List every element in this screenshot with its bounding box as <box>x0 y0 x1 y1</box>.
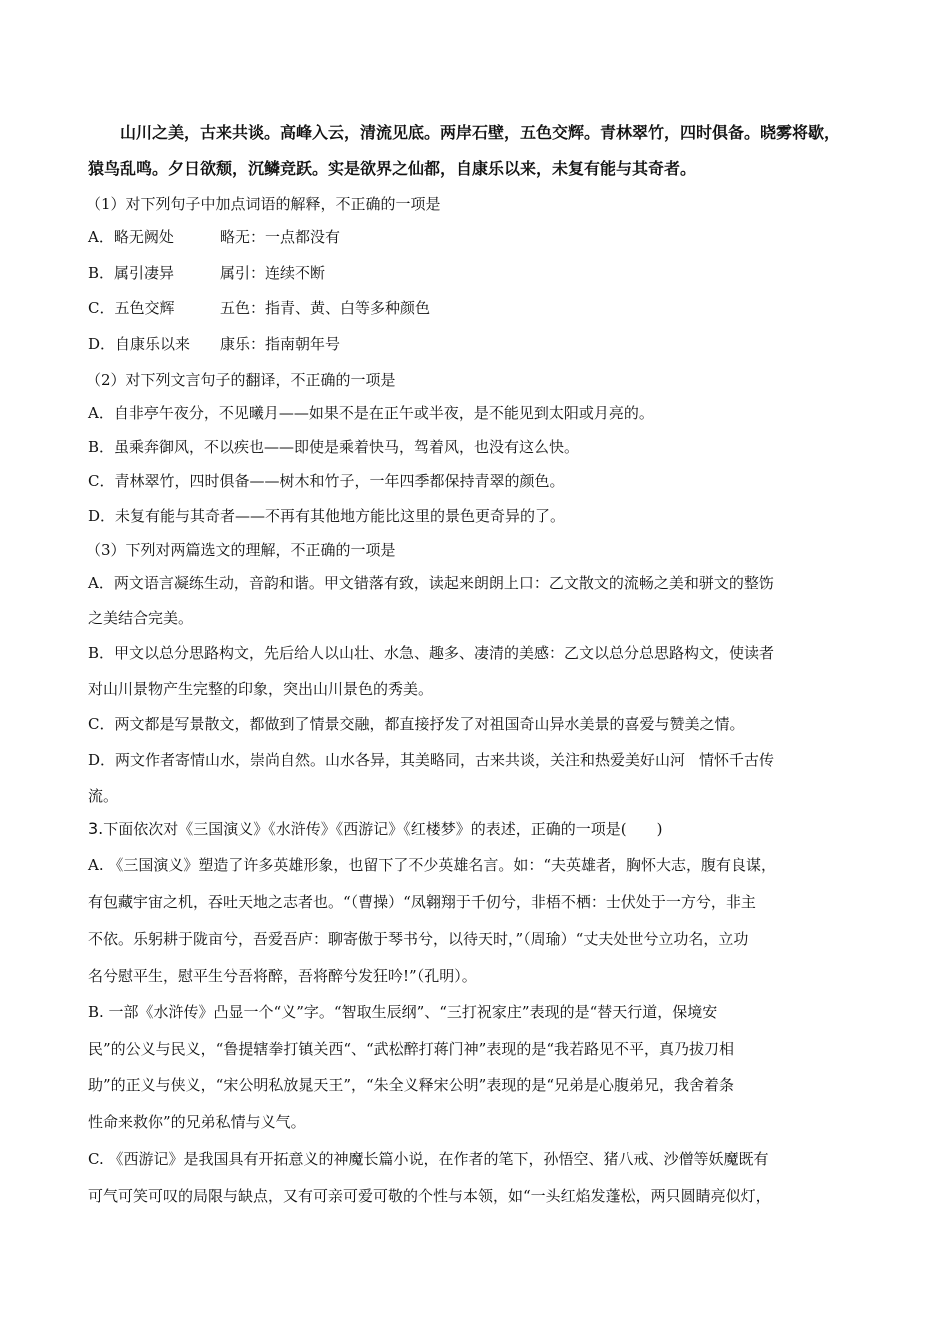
q3-classics-option-a-line-4: 名兮慰平生，慰平生兮吾将醉，吾将醉兮发狂吟!”（孔明）。 <box>88 967 477 985</box>
q3-option-c-line-1: C．两文都是写景散文，都做到了情景交融，都直接抒发了对祖国奇山异水美景的喜爱与赞美之情。 <box>88 715 745 733</box>
q2-option-a: A．自非亭午夜分，不见曦月——如果不是在正午或半夜，是不能见到太阳或月亮的。 <box>88 404 654 422</box>
question-3-text: 下面依次对《三国演义》《水浒传》《西游记》《红楼梦》的表述，正确的一项是( ) <box>103 820 663 838</box>
q3-option-a-line-2: 之美结合完美。 <box>88 609 194 627</box>
q1-stem: （1）对下列句子中加点词语的解释，不正确的一项是 <box>86 195 441 213</box>
q3-classics-option-a-line-1: A. 《三国演义》塑造了许多英雄形象，也留下了不少英雄名言。如：“夫英雄者，胸怀大志，腹有良谋， <box>88 856 777 874</box>
passage-line-2: 猿鸟乱鸣。夕日欲颓，沉鳞竞跃。实是欲界之仙都，自康乐以来，未复有能与其奇者。 <box>88 159 697 178</box>
q3-option-a-line-1: A．两文语言凝练生动，音韵和谐。甲文错落有致，读起来朗朗上口：乙文散文的流畅之美和骈文的整饬 <box>88 574 774 592</box>
q1-option-d-phrase: D．自康乐以来 <box>88 335 191 353</box>
q1-option-d <box>88 333 868 354</box>
q3-classics-option-a-line-2: 有包藏宇宙之机，吞吐天地之志者也。“（曹操）“凤翱翔于千仞兮，非梧不栖：士伏处于一方兮，非主 <box>88 893 756 911</box>
q3-classics-option-b-line-2: 民”的公义与民义，“鲁提辖拳打镇关西“、“武松醉打蒋门神”表现的是“我若路见不平，真乃拔刀相 <box>88 1040 735 1058</box>
q3-classics-option-b-line-1: B. 一部《水浒传》凸显一个“义”字。“智取生辰纲”、“三打祝家庄”表现的是“替天行道，保境安 <box>88 1003 718 1021</box>
q2-option-d: D．未复有能与其奇者——不再有其他地方能比这里的景色更奇异的了。 <box>88 507 566 525</box>
q2-stem: （2）对下列文言句子的翻译，不正确的一项是 <box>86 371 396 389</box>
q3-stem: （3）下列对两篇选文的理解，不正确的一项是 <box>86 541 396 559</box>
q1-option-b-gloss: 属引：连续不断 <box>220 264 326 282</box>
q1-option-c-phrase: C．五色交辉 <box>88 299 175 317</box>
q1-option-a-gloss: 略无：一点都没有 <box>220 228 341 246</box>
q3-option-d-text-tail: 情怀千古传 <box>699 751 775 769</box>
q2-option-c: C．青林翠竹，四时俱备——树木和竹子，一年四季都保持青翠的颜色。 <box>88 472 565 490</box>
q3-option-d-line-2: 流。 <box>88 787 119 805</box>
q3-option-b-line-2: 对山川景物产生完整的印象，突出山川景色的秀美。 <box>88 680 434 698</box>
q1-option-b <box>88 262 868 283</box>
q1-option-c <box>88 297 868 318</box>
q1-option-a <box>88 226 868 247</box>
q3-classics-option-c-line-1: C. 《西游记》是我国具有开拓意义的神魔长篇小说，在作者的笔下，孙悟空、猪八戒、沙僧等妖魔既有 <box>88 1150 769 1168</box>
q3-option-b-line-1: B．甲文以总分思路构文，先后给人以山壮、水急、趣多、凄清的美感：乙文以总分总思路构文，使读者 <box>88 644 775 662</box>
q3-classics-option-b-line-3: 助”的正义与侠义，“宋公明私放晁天王”，“朱全义释宋公明”表现的是“兄弟是心腹弟兄，我舍着条 <box>88 1076 735 1094</box>
q3-option-d-text: D．两文作者寄情山水，崇尚自然。山水各异，其美略同，古来共谈，关注和热爱美好山河 <box>88 751 686 769</box>
q3-classics-option-b-line-4: 性命来救你”的兄弟私情与义气。 <box>88 1113 306 1131</box>
q3-option-d-line-1 <box>88 749 868 770</box>
passage-line-1: 山川之美，古来共谈。高峰入云，清流见底。两岸石壁，五色交辉。青林翠竹，四时俱备。晓雾将歇， <box>120 123 841 142</box>
question-3-stem <box>88 818 868 839</box>
q1-option-d-gloss: 康乐：指南朝年号 <box>220 335 341 353</box>
q2-option-b: B．虽乘奔御风，不以疾也——即使是乘着快马，驾着风，也没有这么快。 <box>88 438 580 456</box>
q1-option-c-gloss: 五色：指青、黄、白等多种颜色 <box>220 299 431 317</box>
q3-classics-option-a-line-3: 不依。乐躬耕于陇亩兮，吾爱吾庐：聊寄傲于琴书兮，以待天时，”（周瑜）“丈夫处世兮立功名，立功 <box>88 930 749 948</box>
q1-option-b-phrase: B．属引凄异 <box>88 264 175 282</box>
q1-option-a-phrase: A．略无阙处 <box>88 228 174 246</box>
q3-classics-option-c-line-2: 可气可笑可叹的局限与缺点，又有可亲可爱可敬的个性与本领，如“一头红焰发蓬松，两只圆睛亮似灯， <box>88 1187 771 1205</box>
question-3-number: 3. <box>88 819 104 838</box>
